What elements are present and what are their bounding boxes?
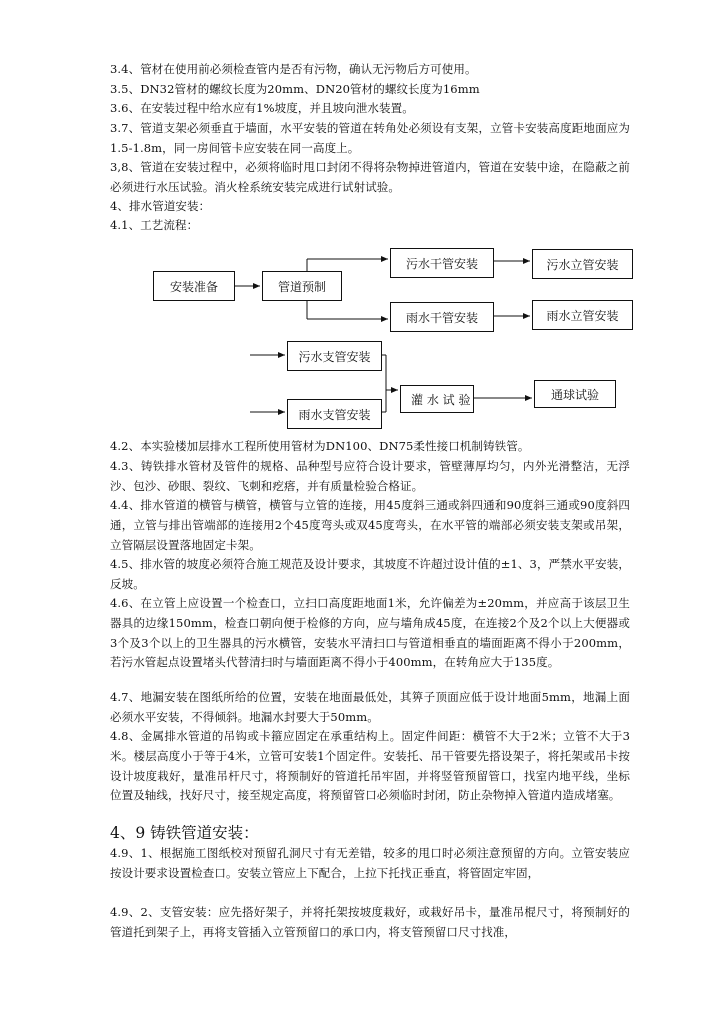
paragraph-3-8: 3,8、管道在安装过程中，必须将临时甩口封闭不得将杂物掉进管道内，管道在安装中途，在隐蔽之前必须进行水压试验。消火栓系统安装完成进行试射试验。 [110,160,630,194]
paragraph-4-3: 4.3、铸铁排水管材及管件的规格、品种型号应符合设计要求，管壁薄厚均匀，内外光滑整洁，无浮沙、包沙、砂眼、裂纹、飞刺和疙瘩，并有质量检验合格证。 [110,459,630,493]
paragraph-4-4: 4.4、排水管道的横管与横管，横管与立管的连接，用45度斜三通或斜四通和90度斜三通或90度斜四通，立管与排出管端部的连接用2个45度弯头或双45度弯头，在水平管的端部必须安装支架或吊架，立管隔层设置落地固定卡架。 [110,498,630,552]
flow-box-sewage-riser [532,249,633,279]
paragraph-4-8: 4.8、金属排水管道的吊钩或卡箍应固定在承重结构上。固定件间距：横管不大于2米；立管不大于3米。楼层高度小于等于4米，立管可安装1个固定件。安装托、吊干管要先搭设架子，将托架或吊卡按设计坡度栽好，量准吊杆尺寸，将预制好的管道托吊牢固，并将竖管预留管口，找室内地平线，坐标位置及轴线，找好尺寸，接至规定高度，将预留管口必须临时封闭，防止杂物掉入管道内造成堵塞。 [110,729,630,803]
flow-label-sewage-riser: 污水立管安装 [546,257,619,272]
flow-label-rain-riser: 雨水立管安装 [546,308,619,323]
paragraph-3-7: 3.7、管道支架必须垂直于墙面，水平安装的管道在转角处必须设有支架，立管卡安装高度距地面应为1.5-1.8m，同一房间管卡应安装在同一高度上。 [110,121,630,155]
paragraph-4-2: 4.2、本实验楼加层排水工程所使用管材为DN100、DN75柔性接口机制铸铁管。 [110,439,530,453]
flow-label-prep: 安装准备 [169,279,218,294]
flow-box-rain-riser [532,300,633,330]
paragraph-4-1: 4.1、工艺流程： [110,218,199,232]
flow-box-sewage-branch [287,341,382,371]
section-4-heading: 4、排水管道安装： [110,199,211,213]
flow-label-water-test: 灌 水 试 验 [411,392,471,407]
flow-box-ball-test [534,380,616,408]
flow-box-prefab [262,271,342,301]
flow-label-prefab: 管道预制 [277,279,326,294]
flow-box-water-test [400,385,474,413]
flow-label-ball-test: 通球试验 [550,387,599,402]
flow-box-sewage-main [390,248,494,278]
flow-box-prep [153,271,235,301]
flow-label-sewage-main: 污水干管安装 [405,256,478,271]
paragraph-3-6: 3.6、在安装过程中给水应有1%坡度，并且坡向泄水装置。 [110,101,414,115]
paragraph-4-9-1: 4.9、1、根据施工图纸校对预留孔洞尺寸有无差错，较多的甩口时必须注意预留的方向。立管安装应按设计要求设置检查口。安装立管应上下配合，上拉下托找正垂直，将管固定牢固， [110,846,630,880]
paragraph-4-7: 4.7、地漏安装在图纸所给的位置，安装在地面最低处，其箅子顶面应低于设计地面5mm，地漏上面必须水平安装，不得倾斜。地漏水封要大于50mm。 [110,690,630,724]
flow-label-rain-branch: 雨水支管安装 [298,407,371,422]
paragraph-4-6: 4.6、在立管上应设置一个检查口，立扫口高度距地面1米，允许偏差为±20mm，并应高于该层卫生器具的边缘150mm，检查口朝向便于检修的方向，应与墙角成45度，在连接2个及2个以上大便器或3个及3个以上的卫生器具的污水横管，安装水平清扫口与管道相垂直的墙面距离不得小于200mm，若污水管起点设置堵头代替清扫时与墙面距离不得小于400mm，在转角应大于135度。 [110,596,630,670]
flow-box-rain-branch [287,399,382,429]
paragraph-4-5: 4.5、排水管的坡度必须符合施工规范及设计要求，其坡度不许超过设计值的±1、3，严禁水平安装，反坡。 [110,557,630,591]
heading-4-9: 4、9 铸铁管道安装： [110,824,259,842]
paragraph-4-9-2: 4.9、2、支管安装：应先搭好架子，并将托架按坡度栽好，或栽好吊卡，量准吊棍尺寸，将预制好的管道托到架子上，再将支管插入立管预留口的承口内，将支管预留口尺寸找准， [110,905,630,939]
flow-label-rain-main: 雨水干管安装 [405,310,478,325]
paragraph-3-5: 3.5、DN32管材的螺纹长度为20mm、DN20管材的螺纹长度为16mm [110,82,480,96]
flow-box-rain-main [390,302,494,332]
paragraph-3-4: 3.4、管材在使用前必须检查管内是否有污物，确认无污物后方可使用。 [110,62,477,76]
flow-label-sewage-branch: 污水支管安装 [298,349,371,364]
